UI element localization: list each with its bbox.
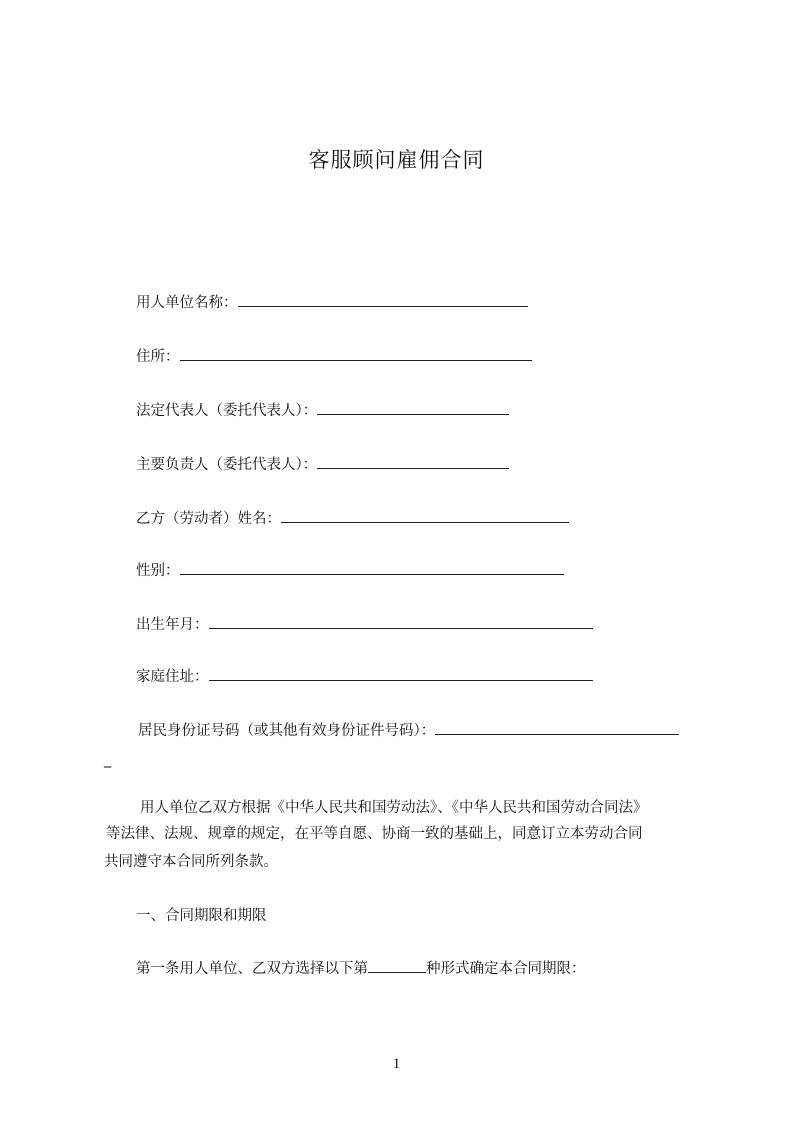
address-field [136, 346, 532, 367]
birth-label: 出生年月： [136, 617, 209, 633]
home-address-field [136, 666, 593, 687]
home-address-label: 家庭住址： [136, 669, 209, 685]
employee-name-blank[interactable] [281, 508, 569, 523]
birth-blank[interactable] [209, 614, 593, 629]
id-number-overflow: _ [104, 752, 112, 768]
principal-blank[interactable] [317, 454, 509, 469]
home-address-blank[interactable] [209, 666, 593, 681]
page-number: 1 [392, 1056, 401, 1072]
legal-rep-label: 法定代表人（委托代表人）： [136, 403, 318, 419]
article-1 [136, 958, 586, 979]
id-number-blank[interactable] [435, 720, 679, 735]
gender-field [136, 560, 564, 581]
address-label: 住所： [136, 349, 180, 365]
id-number-label: 居民身份证号码（或其他有效身份证件号码）： [138, 723, 436, 739]
id-number-field [138, 720, 679, 741]
principal-label: 主要负责人（委托代表人）： [136, 457, 318, 473]
employee-name-field [136, 508, 569, 529]
legal-rep-field [136, 400, 509, 421]
legal-rep-blank[interactable] [317, 400, 509, 415]
intro-line-1: 用人单位乙双方根据《中华人民共和国劳动法》、《中华人民共和国劳动合同法》 [140, 800, 648, 816]
principal-field [136, 454, 509, 475]
document-title: 客服顾问雇佣合同 [308, 148, 485, 172]
address-blank[interactable] [180, 346, 532, 361]
employer-name-field [136, 292, 528, 313]
article-1-blank[interactable] [368, 958, 426, 973]
employer-name-label: 用人单位名称： [136, 295, 238, 311]
intro-line-3: 共同遵守本合同所列条款。 [104, 854, 278, 870]
birth-field [136, 614, 593, 635]
article-1-after: 种形式确定本合同期限： [426, 961, 586, 977]
employee-name-label: 乙方（劳动者）姓名： [136, 511, 281, 527]
gender-label: 性别： [136, 563, 180, 579]
employer-name-blank[interactable] [238, 292, 528, 307]
intro-line-2: 等法律、法规、规章的规定，在平等自愿、协商一致的基础上，同意订立本劳动合同 [106, 826, 643, 842]
article-1-before: 第一条用人单位、乙双方选择以下第 [136, 961, 368, 977]
gender-blank[interactable] [180, 560, 564, 575]
section-heading-1: 一、合同期限和期限 [136, 908, 267, 924]
